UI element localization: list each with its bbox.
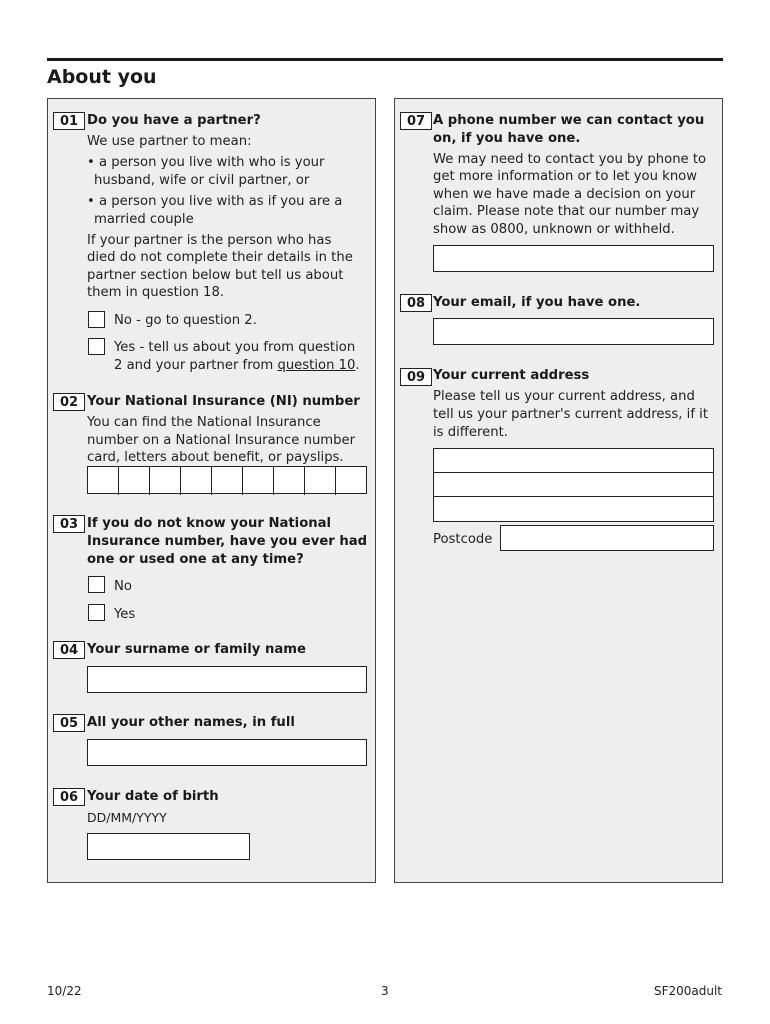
q06-hint: DD/MM/YYYY (87, 810, 167, 825)
q09-line3: is different. (433, 425, 508, 440)
q09-title: Your current address (433, 368, 590, 383)
postcode-label: Postcode (433, 532, 493, 547)
postcode-input[interactable] (500, 525, 714, 551)
q01-bullet1-line1: • a person you live with who is your (87, 155, 325, 170)
address-line-2-input[interactable] (433, 472, 714, 497)
q03-title-line3: one or used one at any time? (87, 552, 304, 567)
page-number: 3 (381, 984, 389, 998)
q03-number: 03 (53, 515, 85, 533)
q03-no-label: No (114, 579, 132, 594)
footer-date: 10/22 (47, 984, 82, 998)
ni-digit-box[interactable] (274, 467, 305, 495)
q07-number: 07 (400, 112, 432, 130)
q06-number: 06 (53, 788, 85, 806)
q01-para-line2: died do not complete their details in the (87, 250, 353, 265)
ni-digit-box[interactable] (243, 467, 274, 495)
phone-number-input[interactable] (433, 245, 714, 272)
q07-line4: claim. Please note that our number may (433, 204, 700, 219)
q05-title: All your other names, in full (87, 715, 295, 730)
ni-number-input[interactable] (87, 466, 367, 494)
q07-line1: We may need to contact you by phone to (433, 152, 707, 167)
ni-digit-box[interactable] (119, 467, 150, 495)
q02-line1: You can find the National Insurance (87, 415, 321, 430)
q03-title-line1: If you do not know your National (87, 516, 332, 531)
question-10-link[interactable]: question 10 (277, 358, 356, 373)
date-of-birth-input[interactable] (87, 833, 250, 860)
q03-yes-checkbox[interactable] (88, 604, 105, 621)
address-line-3-input[interactable] (433, 496, 714, 522)
q08-title: Your email, if you have one. (433, 295, 641, 310)
q01-no-label: No - go to question 2. (114, 313, 257, 328)
q03-title-line2: Insurance number, have you ever had (87, 534, 368, 549)
ni-digit-box[interactable] (150, 467, 181, 495)
other-names-input[interactable] (87, 739, 367, 766)
q01-bullet2-line2: married couple (94, 212, 194, 227)
left-panel (47, 98, 376, 883)
q01-number: 01 (53, 112, 85, 130)
q02-line2: number on a National Insurance number (87, 433, 356, 448)
q01-no-checkbox[interactable] (88, 311, 105, 328)
q04-number: 04 (53, 641, 85, 659)
right-panel (394, 98, 723, 883)
q02-title: Your National Insurance (NI) number (87, 394, 360, 409)
q07-line2: get more information or to let you know (433, 169, 698, 184)
q04-title: Your surname or family name (87, 642, 306, 657)
q07-line3: when we have made a decision on your (433, 187, 696, 202)
q01-yes-label-line1: Yes - tell us about you from question (114, 340, 356, 355)
q07-title-line1: A phone number we can contact you (433, 113, 705, 128)
form-code: SF200adult (653, 984, 722, 998)
q03-no-checkbox[interactable] (88, 576, 105, 593)
q01-title: Do you have a partner? (87, 113, 261, 128)
q05-number: 05 (53, 714, 85, 732)
ni-digit-box[interactable] (181, 467, 212, 495)
q03-yes-label: Yes (114, 607, 136, 622)
q02-line3: card, letters about benefit, or payslips. (87, 450, 344, 465)
top-rule (47, 58, 723, 61)
ni-digit-box[interactable] (336, 467, 367, 495)
q09-line1: Please tell us your current address, and (433, 389, 695, 404)
q01-bullet2-line1: • a person you live with as if you are a (87, 194, 343, 209)
q09-number: 09 (400, 368, 432, 386)
q01-para-line1: If your partner is the person who has (87, 233, 332, 248)
q01-para-line4: them in question 18. (87, 285, 225, 300)
q01-yes-checkbox[interactable] (88, 338, 105, 355)
q07-line5: show as 0800, unknown or withheld. (433, 222, 675, 237)
q06-title: Your date of birth (87, 789, 219, 804)
q08-number: 08 (400, 294, 432, 312)
page-title: About you (47, 66, 157, 88)
q02-number: 02 (53, 393, 85, 411)
email-input[interactable] (433, 318, 714, 345)
q01-bullet1-line2: husband, wife or civil partner, or (94, 173, 310, 188)
ni-digit-box[interactable] (305, 467, 336, 495)
q01-yes-label-line2: 2 and your partner from question 10. (114, 358, 360, 373)
ni-digit-box[interactable] (212, 467, 243, 495)
q01-para-line3: partner section below but tell us about (87, 268, 344, 283)
address-line-1-input[interactable] (433, 448, 714, 473)
surname-input[interactable] (87, 666, 367, 693)
q09-line2: tell us your partner's current address, if it (433, 407, 708, 422)
q07-title-line2: on, if you have one. (433, 131, 581, 146)
q01-intro: We use partner to mean: (87, 134, 252, 149)
ni-digit-box[interactable] (88, 467, 119, 495)
